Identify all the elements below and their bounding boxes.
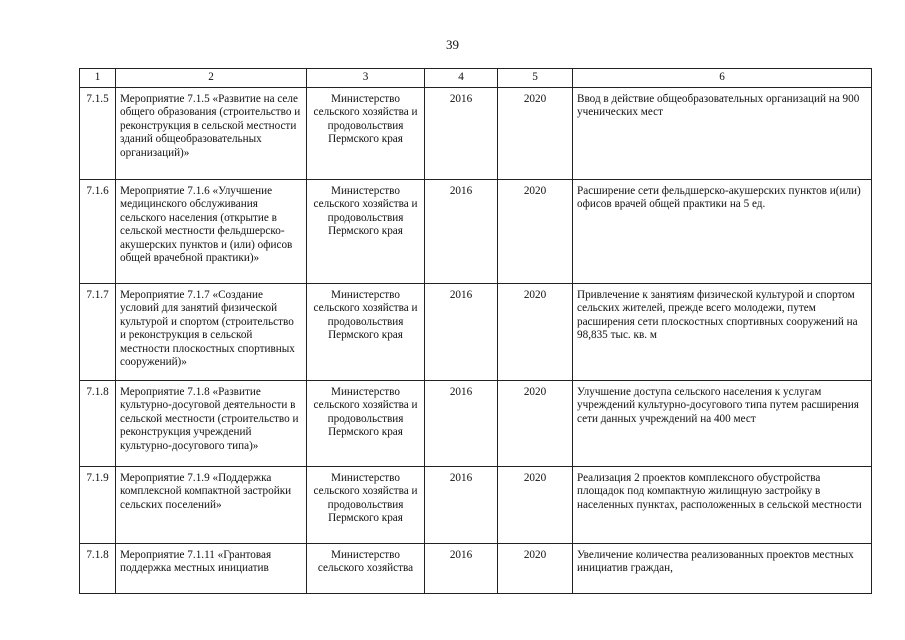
result-cell: Расширение сети фельдшерско-акушерских пунктов и(или) офисов врачей общей практики на 5 ед. bbox=[573, 180, 872, 284]
result-cell: Улучшение доступа сельского населения к услугам учреждений культурно-досугового типа путем расширения сети данных учреждений на 400 мест bbox=[573, 381, 872, 467]
row-number-cell: 7.1.9 bbox=[80, 467, 116, 544]
table-row bbox=[80, 467, 872, 544]
column-header: 4 bbox=[425, 69, 498, 88]
table-row bbox=[80, 88, 872, 180]
executor-cell: Министерство сельского хозяйства и продовольствия Пермского края bbox=[307, 381, 425, 467]
end-year-cell: 2020 bbox=[498, 284, 573, 381]
executor-cell: Министерство сельского хозяйства и продовольствия Пермского края bbox=[307, 88, 425, 180]
result-cell: Привлечение к занятиям физической культурой и спортом сельских жителей, прежде всего молодежи, путем расширения сети плоскостных спортивных сооружений на 98,835 тыс. кв. м bbox=[573, 284, 872, 381]
page-number: 39 bbox=[446, 37, 459, 52]
row-number-cell: 7.1.5 bbox=[80, 88, 116, 180]
table-row bbox=[80, 544, 872, 594]
end-year-cell: 2020 bbox=[498, 467, 573, 544]
column-header: 3 bbox=[307, 69, 425, 88]
event-name-cell: Мероприятие 7.1.8 «Развитие культурно-досуговой деятельности в сельской местности (строительство и реконструкция учреждений культурно-досугового типа)» bbox=[116, 381, 307, 467]
end-year-cell: 2020 bbox=[498, 381, 573, 467]
column-header: 6 bbox=[573, 69, 872, 88]
table-header-row bbox=[80, 69, 872, 88]
measures-table bbox=[79, 68, 872, 594]
event-name-cell: Мероприятие 7.1.6 «Улучшение медицинского обслуживания сельского населения (открытие в сельской местности фельдшерско-акушерских пунктов и (или) офисов общей врачебной практики)» bbox=[116, 180, 307, 284]
table-row bbox=[80, 180, 872, 284]
table-row bbox=[80, 284, 872, 381]
table-row bbox=[80, 381, 872, 467]
start-year-cell: 2016 bbox=[425, 180, 498, 284]
executor-cell: Министерство сельского хозяйства и продовольствия Пермского края bbox=[307, 180, 425, 284]
column-header: 1 bbox=[80, 69, 116, 88]
executor-cell: Министерство сельского хозяйства и продовольствия Пермского края bbox=[307, 284, 425, 381]
end-year-cell: 2020 bbox=[498, 180, 573, 284]
start-year-cell: 2016 bbox=[425, 88, 498, 180]
column-header: 5 bbox=[498, 69, 573, 88]
row-number-cell: 7.1.7 bbox=[80, 284, 116, 381]
event-name-cell: Мероприятие 7.1.5 «Развитие на селе общего образования (строительство и реконструкция в сельской местности зданий общеобразовательных организаций)» bbox=[116, 88, 307, 180]
result-cell: Увеличение количества реализованных проектов местных инициатив граждан, bbox=[573, 544, 872, 594]
start-year-cell: 2016 bbox=[425, 467, 498, 544]
row-number-cell: 7.1.6 bbox=[80, 180, 116, 284]
event-name-cell: Мероприятие 7.1.9 «Поддержка комплексной компактной застройки сельских поселений» bbox=[116, 467, 307, 544]
event-name-cell: Мероприятие 7.1.7 «Создание условий для занятий физической культурой и спортом (строительство и реконструкция в сельской местности плоскостных спортивных сооружений)» bbox=[116, 284, 307, 381]
result-cell: Реализация 2 проектов комплексного обустройства площадок под компактную жилищную застройку в населенных пунктах, расположенных в сельской местности bbox=[573, 467, 872, 544]
executor-cell: Министерство сельского хозяйства и продовольствия Пермского края bbox=[307, 467, 425, 544]
result-cell: Ввод в действие общеобразовательных организаций на 900 ученических мест bbox=[573, 88, 872, 180]
end-year-cell: 2020 bbox=[498, 88, 573, 180]
executor-cell: Министерство сельского хозяйства bbox=[307, 544, 425, 594]
start-year-cell: 2016 bbox=[425, 544, 498, 594]
row-number-cell: 7.1.8 bbox=[80, 381, 116, 467]
column-header: 2 bbox=[116, 69, 307, 88]
row-number-cell: 7.1.8 bbox=[80, 544, 116, 594]
start-year-cell: 2016 bbox=[425, 381, 498, 467]
start-year-cell: 2016 bbox=[425, 284, 498, 381]
end-year-cell: 2020 bbox=[498, 544, 573, 594]
event-name-cell: Мероприятие 7.1.11 «Грантовая поддержка местных инициатив bbox=[116, 544, 307, 594]
